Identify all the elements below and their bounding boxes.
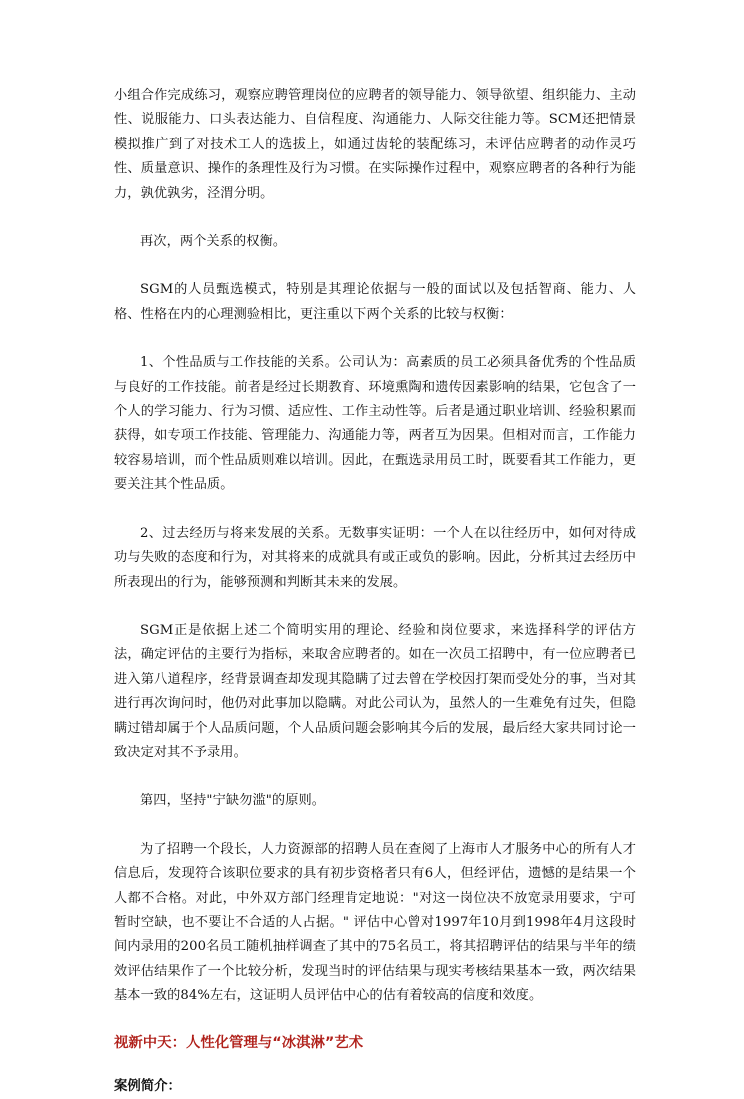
paragraph-gap [114,1009,636,1031]
paragraph-gap [114,765,636,789]
paragraph-gap [114,814,636,838]
paragraph-sgm-model: SGM的人员甄选模式，特别是其理论依据与一般的面试以及包括智商、能力、人格、性格在内的心理测验相比，更注重以下两个关系的比较与权衡： [114,282,636,322]
case-title-heading: 视新中天：人性化管理与“冰淇淋”艺术 [114,1034,364,1051]
paragraph-past-future: 2、过去经历与将来发展的关系。无数事实证明：一个人在以往经历中，如何对待成功与失败的态度和行为，对其将来的成就具有或正或负的影响。因此，分析其过去经历中所表现出的行为，能够预测和判断其未来的发展。 [114,525,636,590]
paragraph-gap [114,595,636,619]
case-intro-heading: 案例简介： [114,1078,181,1094]
paragraph-gap [114,1055,636,1075]
paragraph-sgm-basis: SGM正是依据上述二个简明实用的理论、经验和岗位要求，来选择科学的评估方法，确定评估的主要行为指标，来取舍应聘者的。如在一次员工招聘中，有一位应聘者已进入第八道程序，经背景调查却发现其隐瞒了过去曾在学校因打架而受处分的事，当对其进行再次询问时，他仍对此事加以隐瞒。对此公司认为，虽然人的一生难免有过失，但隐瞒过错却属于个人品质问题，个人品质问题会影响其今后的发展，最后经大家共同讨论一致决定对其不予录用。 [114,622,636,760]
paragraph-gap [114,206,636,230]
paragraph-gap [114,254,636,278]
paragraph-fourth-point: 第四，坚持"宁缺勿滥"的原则。 [140,793,326,809]
paragraph-personality-skill: 1、个性品质与工作技能的关系。公司认为：高素质的员工必须具备优秀的个性品质与良好的工作技能。前者是经过长期教育、环境熏陶和遗传因素影响的结果，它包含了一个人的学习能力、行为习惯、适应性、工作主动性等。后者是通过职业培训、经验积累而获得，如专项工作技能、管理能力、沟通能力等，两者互为因果。但相对而言，工作能力较容易培训，而个性品质则难以培训。因此，在甄选录用员工时，既要看其工作能力，更要关注其个性品质。 [114,355,636,493]
paragraph-third-point: 再次，两个关系的权衡。 [140,234,287,250]
document-page [114,84,636,1099]
paragraph-gap [114,498,636,522]
paragraph-gap [114,327,636,351]
paragraph-situational-simulation: 小组合作完成练习，观察应聘管理岗位的应聘者的领导能力、领导欲望、组织能力、主动性、说服能力、口头表达能力、自信程度、沟通能力、人际交往能力等。SCM还把情景模拟推广到了对技术工人的选拔上，如通过齿轮的装配练习，未评估应聘者的动作灵巧性、质量意识、操作的条理性及行为习惯。在实际操作过程中，观察应聘者的各种行为能力，孰优孰劣，泾渭分明。 [114,88,636,201]
paragraph-recruitment-example: 为了招聘一个段长，人力资源部的招聘人员在查阅了上海市人才服务中心的所有人才信息后，发现符合该职位要求的具有初步资格者只有6人，但经评估，遗憾的是结果一个人都不合格。对此，中外双方部门经理肯定地说："对这一岗位决不放宽录用要求，宁可暂时空缺，也不要让不合适的人占据。" 评估中心曾对1997年10月到1998年4月这段时间内录用的200名员工随机抽样调查了其中的75名员工，将其招聘评估的结果与半年的绩效评估结果作了一个比较分析，发现当时的评估结果与现实考核结果基本一致，两次结果基本一致的84%左右，这证明人员评估中心的估有着较高的信度和效度。 [114,841,636,1004]
